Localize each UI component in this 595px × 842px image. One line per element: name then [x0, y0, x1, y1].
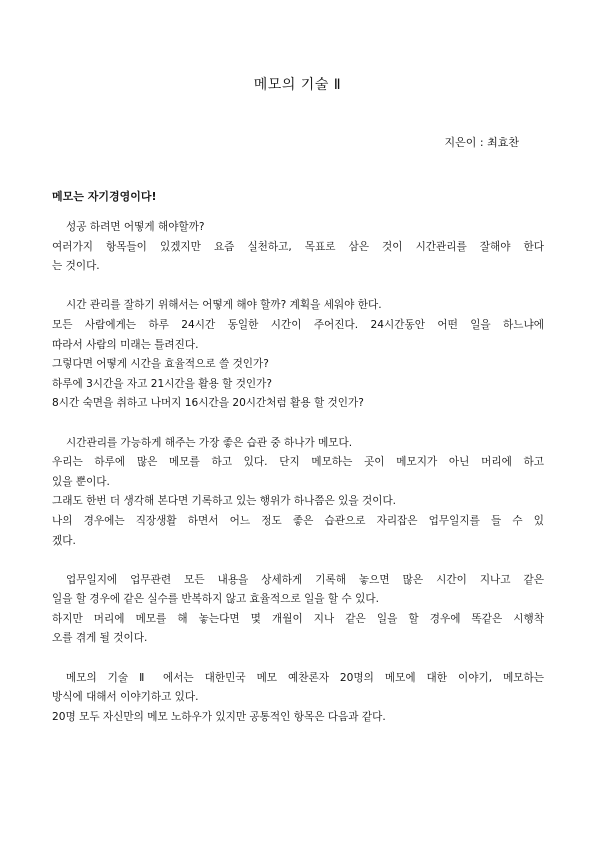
text-line: 그렇다면 어떻게 시간을 효율적으로 쓸 것인가? [52, 358, 269, 371]
text-line: 업무일지에 업무관련 모든 내용을 상세하게 기록해 놓으면 많은 시간이 지나고 같은 [66, 573, 544, 586]
text-line: 우리는 하루에 많은 메모를 하고 있다. 단지 메모하는 곳이 메모지가 아닌 머리에 하고 [52, 456, 544, 469]
text-line: 있을 뿐이다. [52, 475, 110, 488]
paragraph [52, 218, 544, 277]
text-line: 따라서 사람의 미래는 틀려진다. [52, 338, 199, 351]
paragraph [52, 296, 544, 414]
paragraph [52, 669, 544, 728]
section-heading: 메모는 자기경영이다! [52, 190, 157, 203]
document-title: 메모의 기술 Ⅱ [253, 77, 342, 93]
paragraph [52, 571, 544, 649]
author-line: 지은이 : 최효찬 [444, 136, 519, 149]
text-line: 모든 사람에게는 하루 24시간 동일한 시간이 주어진다. 24시간동안 어떤 일을 하느냐에 [52, 318, 544, 331]
text-line: 20명 모두 자신만의 메모 노하우가 있지만 공통적인 항목은 다음과 같다. [52, 710, 386, 723]
text-line: 여러가지 항목들이 있겠지만 요즘 실천하고, 목표로 삼은 것이 시간관리를 잘해야 한다 [52, 240, 544, 253]
text-line: 나의 경우에는 직장생활 하면서 어느 정도 좋은 습관으로 자리잡은 업무일지를 들 수 있 [52, 514, 544, 527]
text-line: 메모의 기술 Ⅱ 에서는 대한민국 메모 예찬론자 20명의 메모에 대한 이야기, 메모하는 [66, 671, 544, 684]
text-line: 방식에 대해서 이야기하고 있다. [52, 691, 199, 704]
text-line: 는 것이다. [52, 260, 100, 273]
text-line: 하루에 3시간을 자고 21시간을 활용 할 것인가? [52, 377, 273, 390]
text-line: 오를 겪게 될 것이다. [52, 632, 148, 645]
text-line: 그래도 한번 더 생각해 본다면 기록하고 있는 행위가 하나쯤은 있을 것이다. [52, 495, 397, 508]
body-text [52, 218, 544, 747]
text-line: 시간관리를 가능하게 해주는 가장 좋은 습관 중 하나가 메모다. [66, 436, 353, 449]
text-line: 8시간 숙면을 취하고 나머지 16시간을 20시간처럼 활용 할 것인가? [52, 397, 364, 410]
text-line: 일을 할 경우에 같은 실수를 반복하지 않고 효율적으로 일을 할 수 있다. [52, 593, 379, 606]
text-line: 시간 관리를 잘하기 위해서는 어떻게 해야 할까? 계획을 세워야 한다. [66, 299, 382, 312]
paragraph [52, 434, 544, 552]
text-line: 성공 하려면 어떻게 해야할까? [66, 221, 205, 233]
text-line: 하지만 머리에 메모를 해 놓는다면 몇 개월이 지나 같은 일을 할 경우에 똑같은 시행착 [52, 612, 544, 625]
text-line: 겠다. [52, 534, 76, 547]
